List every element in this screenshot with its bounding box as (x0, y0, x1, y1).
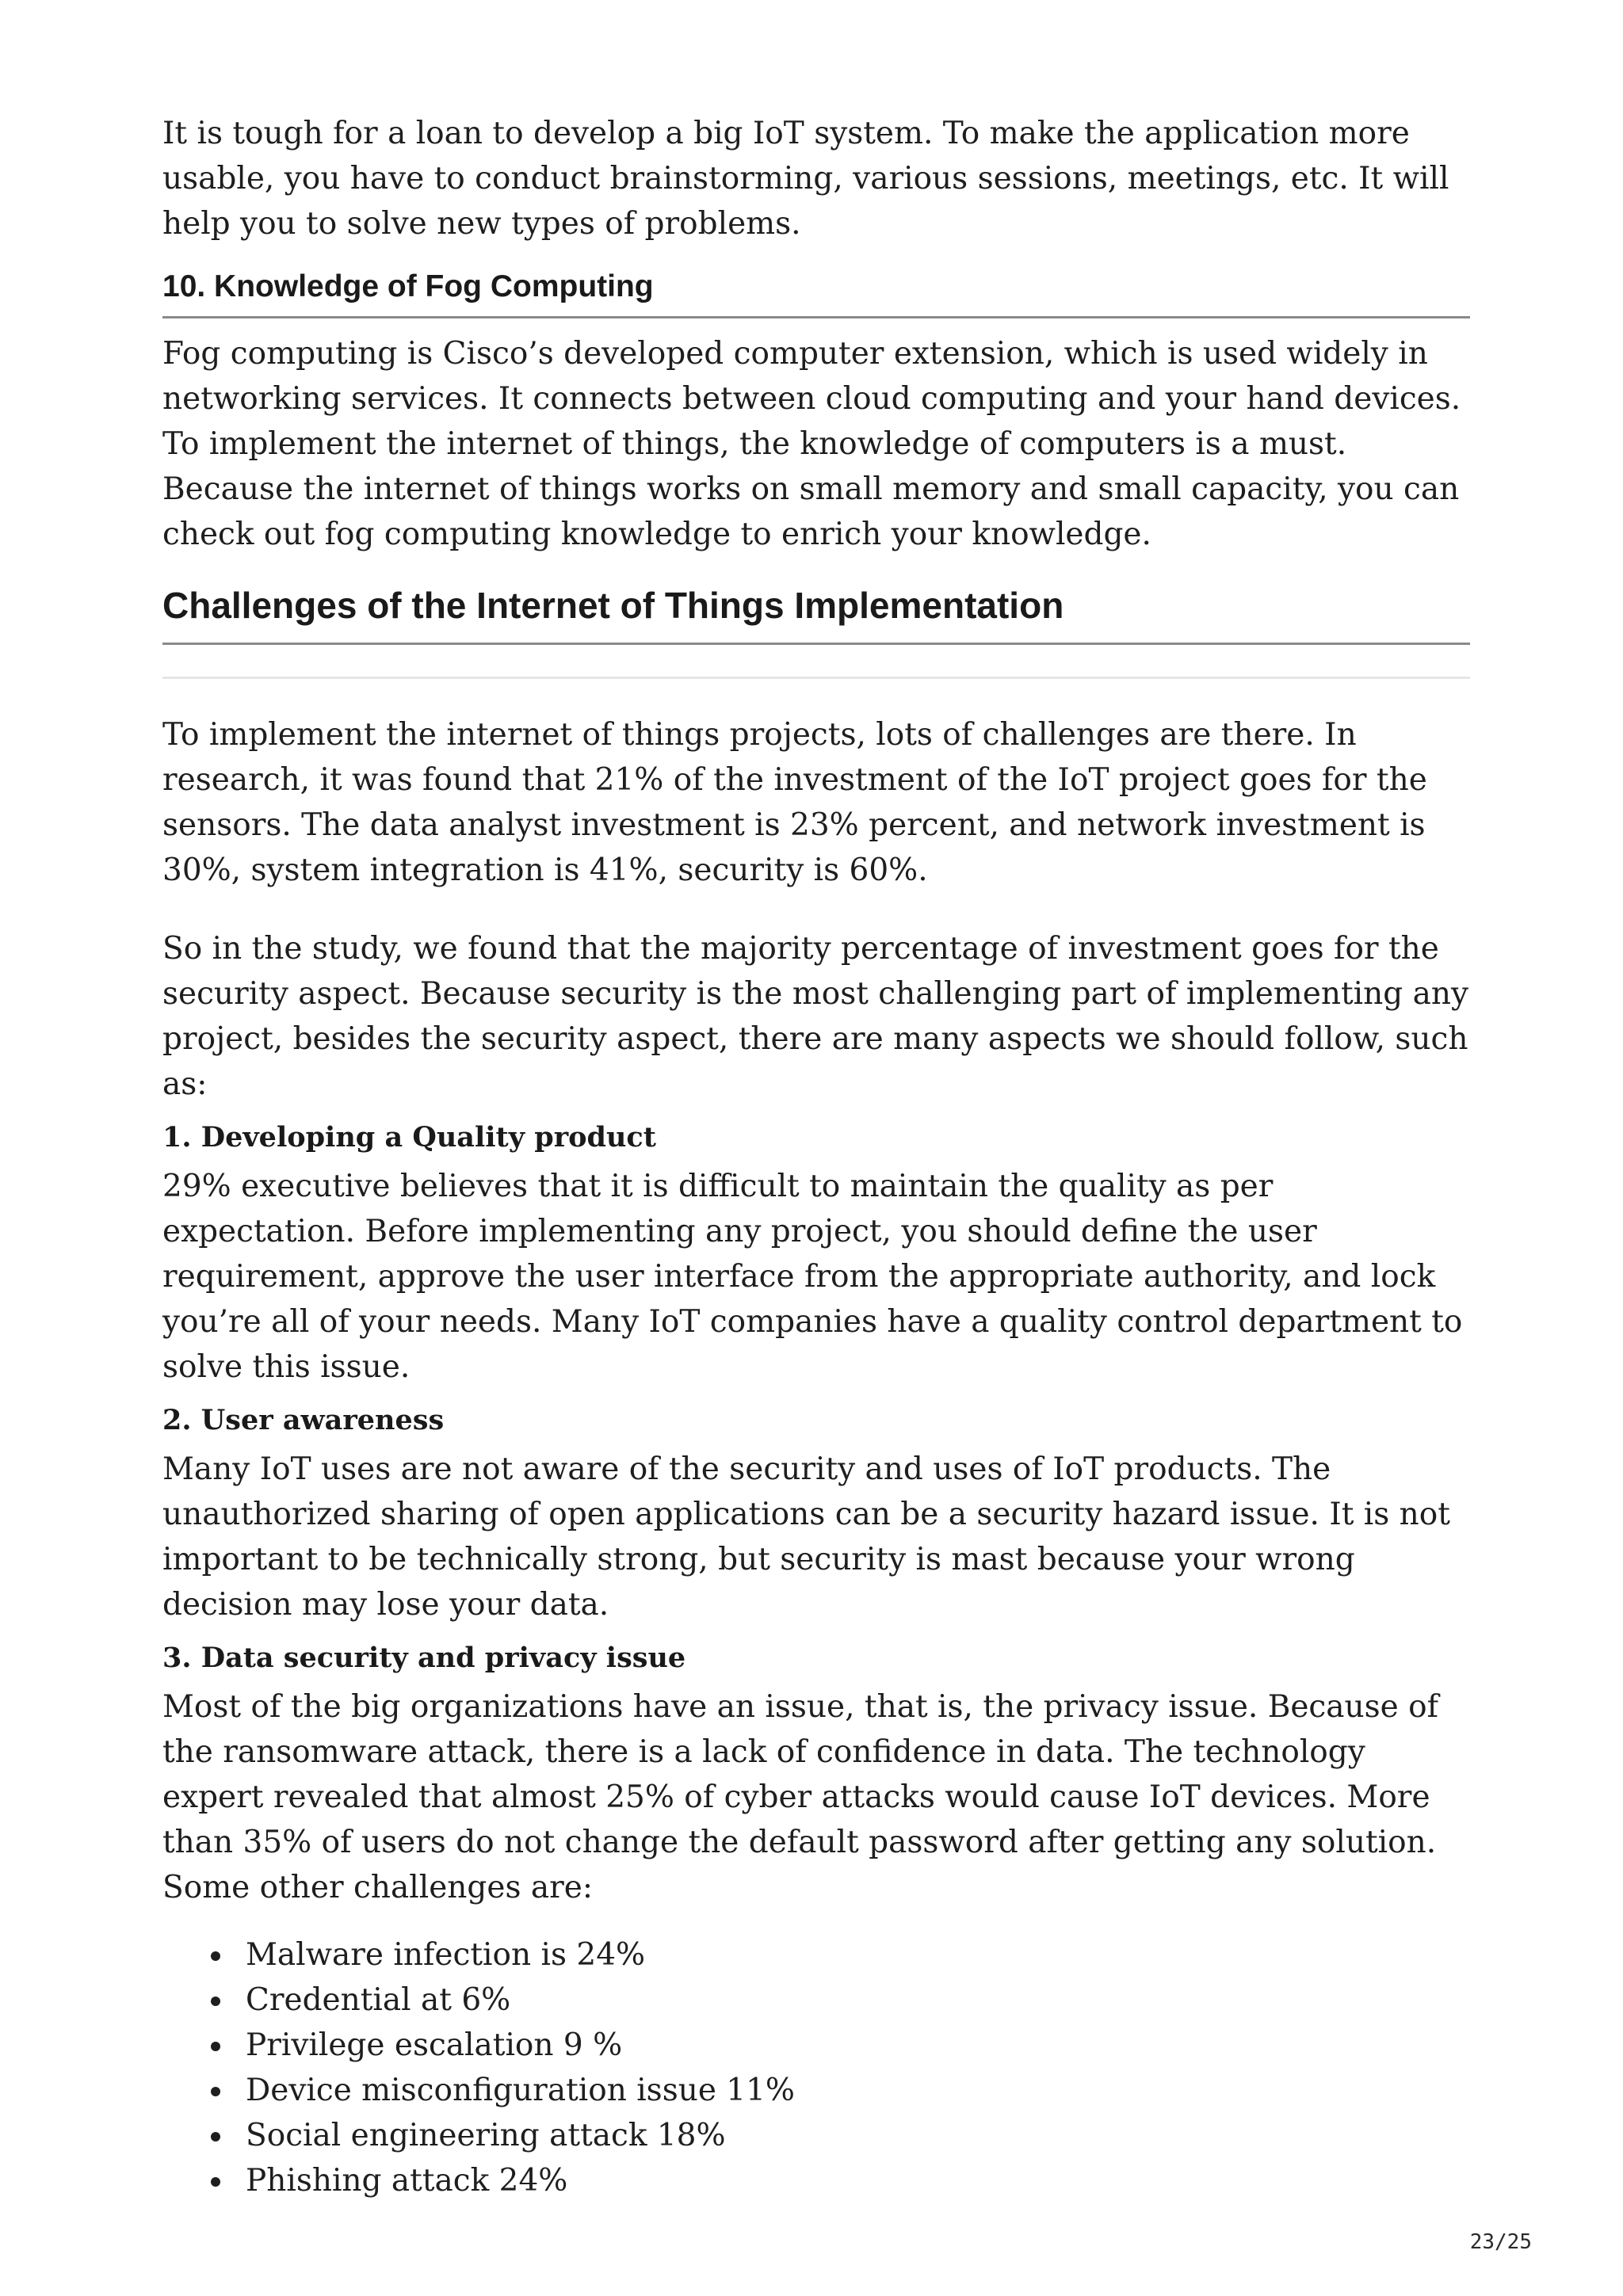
list-item-text: Social engineering attack 18% (246, 2118, 726, 2153)
list-item (246, 2023, 1470, 2068)
list-item-text: Malware infection is 24% (246, 1937, 646, 1973)
list-item-text: Phishing attack 24% (246, 2163, 568, 2199)
list-item (246, 1978, 1470, 2023)
bullet-icon (211, 1997, 220, 2006)
challenges-heading: Challenges of the Internet of Things Implementation (162, 582, 1470, 645)
bullet-icon (211, 2177, 220, 2187)
bullet-icon (211, 1951, 220, 1961)
intro-paragraph: It is tough for a loan to develop a big IoT system. To make the application more usable, you have to conduct brainstorming, various sessions, meetings, etc. It will help you to solve new types of problems. (162, 116, 1449, 242)
subsection-body-privacy: Most of the big organizations have an issue, that is, the privacy issue. Because of the ransomware attack, there is a lack of confidence in data. The technology expert revealed that almost 25% of cyber attacks would cause IoT devices. More than 35% of users do not change the default password after getting any solution. (162, 1689, 1439, 1860)
list-item (246, 2158, 1470, 2203)
bullet-icon (211, 2042, 220, 2051)
fog-computing-heading: 10. Knowledge of Fog Computing (162, 267, 1470, 318)
list-item (246, 2068, 1470, 2113)
list-item-text: Device misconfiguration issue 11% (246, 2073, 795, 2108)
bullet-icon (211, 2087, 220, 2096)
subsection-heading-quality: 1. Developing a Quality product (162, 1121, 656, 1154)
subsection-heading-awareness: 2. User awareness (162, 1404, 445, 1436)
subsection-heading-privacy: 3. Data security and privacy issue (162, 1642, 686, 1674)
page-number: 23/25 (1469, 2230, 1532, 2254)
other-challenges-lead: Some other challenges are: (162, 1870, 593, 1905)
challenges-paragraph-2: So in the study, we found that the majority percentage of investment goes for the security aspect. Because security is the most challenging part of implementing any project, besides the security aspect, there are many aspects we should follow, such as: (162, 931, 1468, 1102)
list-item-text: Privilege escalation 9 % (246, 2027, 623, 2063)
challenges-list (162, 1932, 1470, 2203)
challenges-paragraph-1: To implement the internet of things projects, lots of challenges are there. In research, it was found that 21% of the investment of the IoT project goes for the sensors. The data analyst investment is 23% percent, and network investment is 30%, system integration is 41%, security is 60%. (162, 717, 1427, 888)
list-item (246, 1932, 1470, 1978)
list-item-text: Credential at 6% (246, 1982, 511, 2018)
list-item (246, 2113, 1470, 2158)
subsection-body-awareness: Many IoT uses are not aware of the security and uses of IoT products. The unauthorized sharing of open applications can be a security hazard issue. It is not important to be technically strong, but security is mast because your wrong decision may lose your data. (162, 1451, 1450, 1623)
document-page (162, 111, 1470, 2203)
bullet-icon (211, 2132, 220, 2142)
subsection-body-quality: 29% executive believes that it is difficult to maintain the quality as per expectation. Before implementing any project, you should define the user requirement, approve the user interface from the appropriate authority, and lock you’re all of your needs. Many IoT companies have a quality control department to solve this issue. (162, 1169, 1463, 1385)
fog-computing-paragraph: Fog computing is Cisco’s developed computer extension, which is used widely in networking services. It connects between cloud computing and your hand devices. To implement the internet of things, the knowledge of computers is a must. Because the internet of things works on small memory and small capacity, you can check out fog computing knowledge to enrich your knowledge. (162, 336, 1461, 552)
